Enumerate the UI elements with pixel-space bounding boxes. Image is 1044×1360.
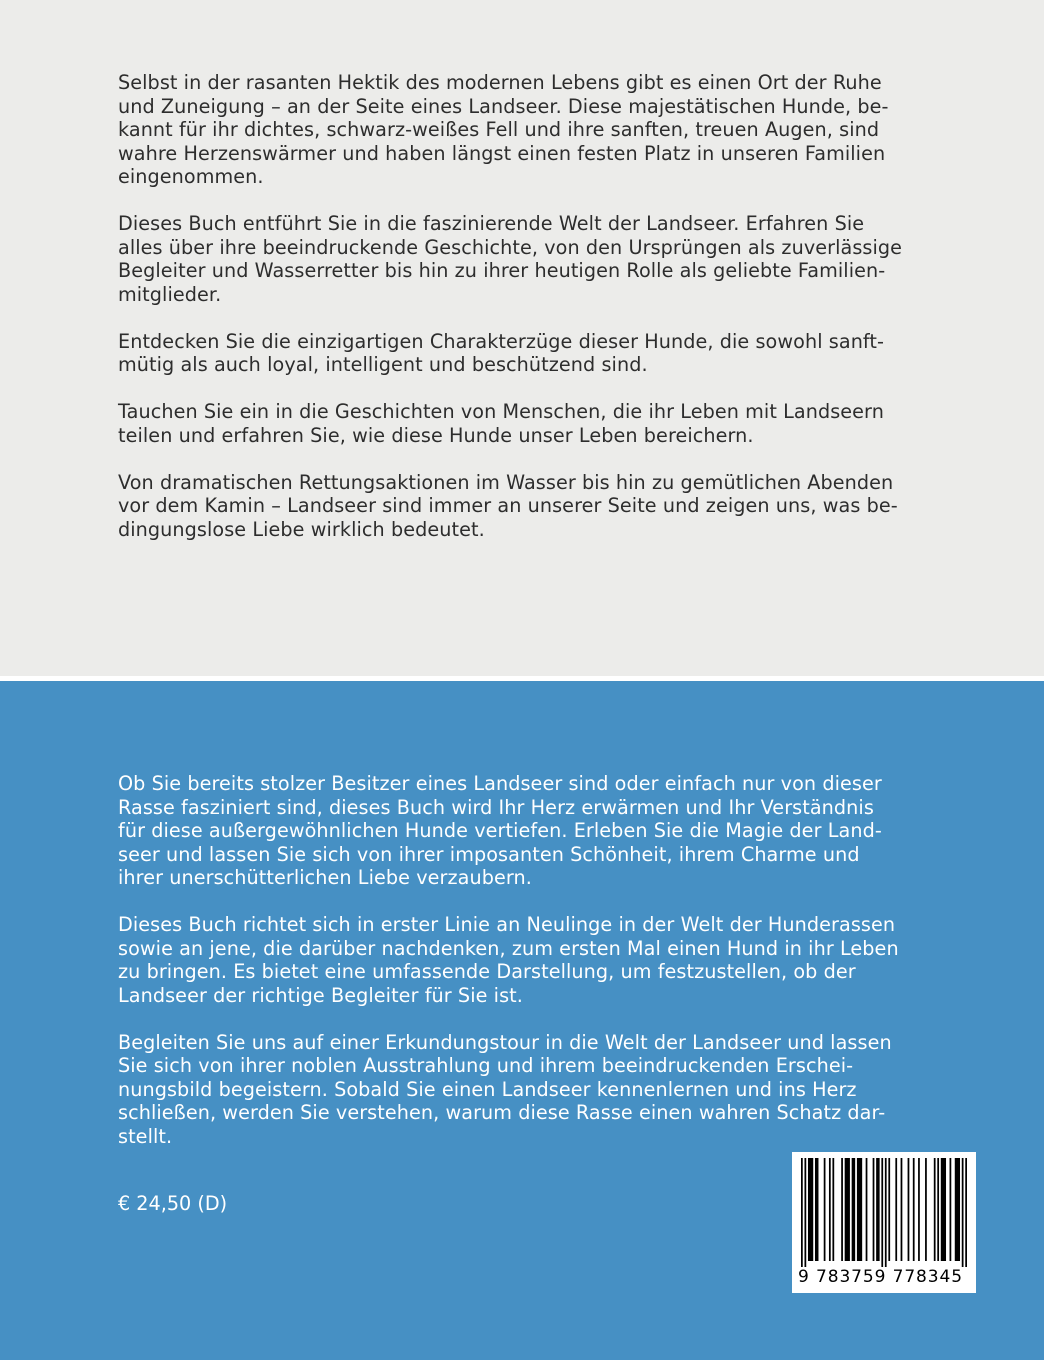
text-line: und Zuneigung – an der Seite eines Landseer. Diese majestätischen Hunde, be- [118,94,889,118]
barcode-bar [955,1158,960,1261]
text-line: nungsbild begeistern. Sobald Sie einen Landseer kennenlernen und ins Herz [118,1077,857,1101]
barcode-bar [832,1158,834,1261]
text-line: Begleiter und Wasserretter bis hin zu ihrer heutigen Rolle als geliebte Familien- [118,259,886,282]
barcode-bar [829,1158,831,1261]
barcode-bar [881,1158,883,1267]
text-line: Selbst in der rasanten Hektik des modernen Lebens gibt es einen Ort der Ruhe [118,71,882,94]
barcode-bar [876,1158,879,1261]
isbn-barcode [792,1152,976,1293]
bottom-blurb [118,772,918,1172]
barcode-bar [925,1158,927,1261]
text-line: stellt. [118,1124,173,1148]
barcode-bar [918,1158,920,1261]
text-line: Dieses Buch entführt Sie in die faszinierende Welt der Landseer. Erfahren Sie [118,212,865,235]
text-line: Ob Sie bereits stolzer Besitzer eines Landseer sind oder einfach nur von dieser [118,772,882,795]
top-blurb [118,71,918,565]
barcode-bar [824,1158,826,1261]
barcode-bar [937,1158,939,1261]
text-line: eingenommen. [118,165,264,188]
price-label: € 24,50 (D) [118,1192,228,1215]
barcode-bar [815,1158,818,1261]
barcode-bar [901,1158,903,1261]
text-line: teilen und erfahren Sie, wie diese Hunde unser Leben bereichern. [118,423,754,447]
text-line: seer und lassen Sie sich von ihrer imposanten Schönheit, ihrem Charme und [118,842,860,866]
text-line: Rasse fasziniert sind, dieses Buch wird Ihr Herz erwärmen und Ihr Verständnis [118,795,874,819]
paragraph [118,913,918,1007]
barcode-bar [845,1158,850,1261]
paragraph [118,212,918,306]
barcode-bar [962,1158,964,1267]
text-line: mütig als auch loyal, intelligent und beschützend sind. [118,353,648,376]
text-line: dingungslose Liebe wirklich bedeutet. [118,517,485,541]
barcode-bar [913,1158,915,1261]
text-line: Entdecken Sie die einzigartigen Charakterzüge dieser Hunde, die sowohl sanft- [118,329,885,353]
barcode-bar [885,1158,887,1267]
barcode-bar [934,1158,936,1261]
paragraph [118,471,918,542]
text-line: alles über ihre beeindruckende Geschichte, von den Ursprüngen als zuverlässige [118,235,903,259]
text-line: Sie sich von ihrer noblen Ausstrahlung und ihrem beeindruckenden Erschei- [118,1054,854,1077]
barcode-bar [908,1158,910,1261]
barcode-bar [941,1158,946,1261]
barcode-bar [804,1158,806,1267]
barcode-bar [965,1158,967,1267]
text-line: ihrer unerschütterlichen Liebe verzaubern. [118,866,532,889]
text-line: Dieses Buch richtet sich in erster Linie an Neulinge in der Welt der Hunderassen [118,913,896,936]
paragraph [118,1031,918,1149]
barcode-bar [888,1158,890,1261]
barcode-bar [873,1158,875,1261]
paragraph [118,71,918,189]
paragraph [118,330,918,377]
barcode-bars [801,1158,967,1267]
barcode-bar [895,1158,897,1261]
paragraph [118,772,918,890]
text-line: Von dramatischen Rettungsaktionen im Wasser bis hin zu gemütlichen Abenden [118,470,894,494]
barcode-bar [852,1158,855,1261]
barcode-bar [841,1158,843,1261]
paragraph [118,400,918,447]
text-line: sowie an jene, die darüber nachdenken, zum ersten Mal einen Hund in ihr Leben [118,936,899,960]
barcode-bar [808,1158,813,1261]
text-line: Tauchen Sie ein in die Geschichten von Menschen, die ihr Leben mit Landseern [118,400,884,423]
text-line: wahre Herzenswärmer und haben längst einen festen Platz in unseren Familien [118,141,886,165]
text-line: kannt für ihr dichtes, schwarz-weißes Fell und ihre sanften, treuen Augen, sind [118,118,880,141]
text-line: Begleiten Sie uns auf einer Erkundungstour in die Welt der Landseer und lassen [118,1030,892,1054]
text-line: mitglieder. [118,282,222,306]
barcode-bar [857,1158,862,1261]
isbn-digits: 9 783759 778345 [798,1267,963,1287]
text-line: schließen, werden Sie verstehen, warum diese Rasse einen wahren Schatz dar- [118,1101,886,1124]
barcode-bar [950,1158,952,1261]
text-line: für diese außergewöhnlichen Hunde vertiefen. Erleben Sie die Magie der Land- [118,819,882,842]
barcode-bar [866,1158,868,1261]
text-line: vor dem Kamin – Landseer sind immer an unserer Seite und zeigen uns, was be- [118,494,898,517]
barcode-bar [801,1158,803,1267]
text-line: Landseer der richtige Begleiter für Sie ist. [118,983,523,1007]
text-line: zu bringen. Es bietet eine umfassende Darstellung, um festzustellen, ob der [118,960,856,983]
